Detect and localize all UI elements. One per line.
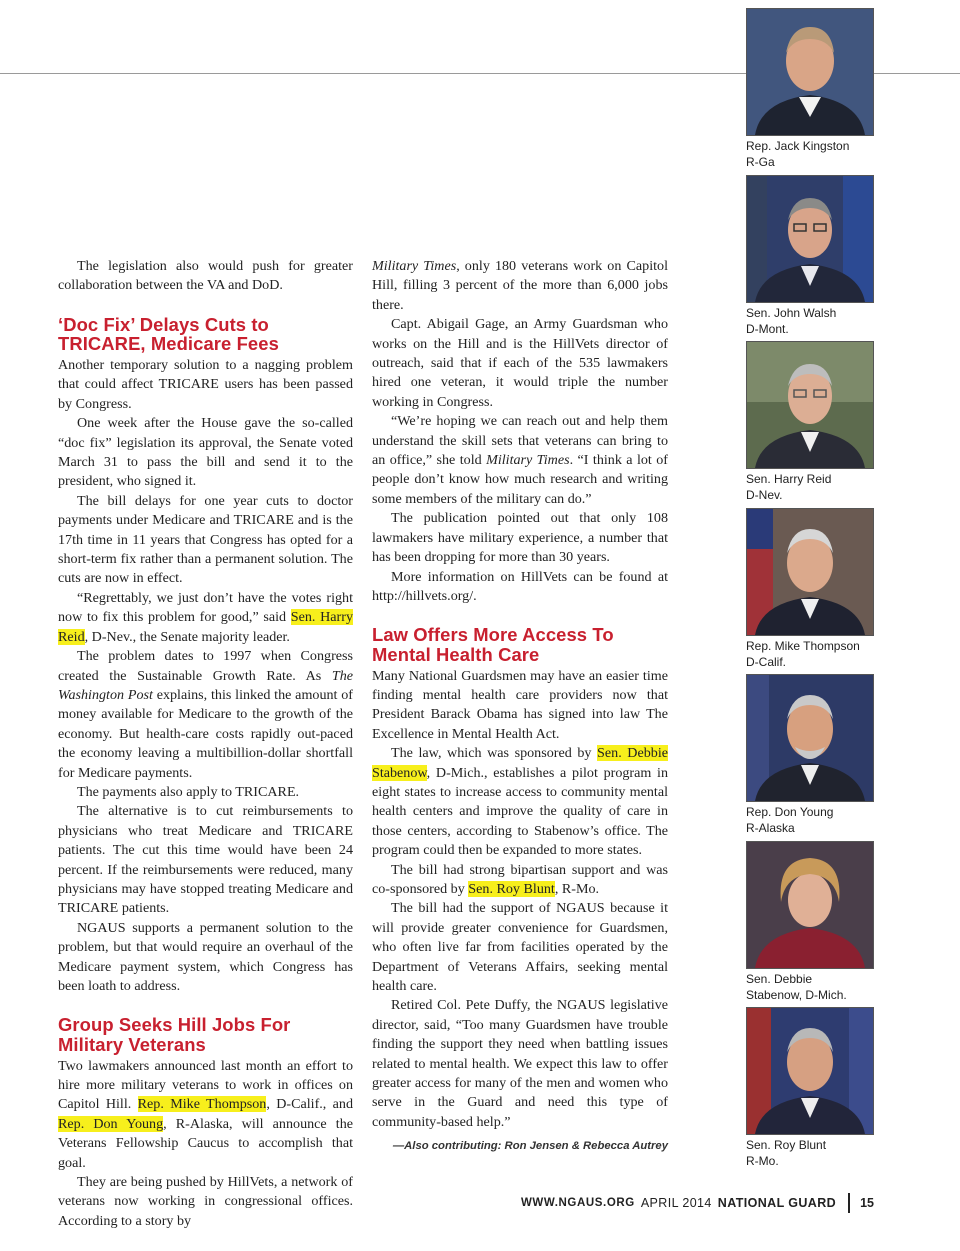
paragraph: The publication pointed out that only 108 lawmakers have military experience, a number that has been dropping for more than 30 years.	[372, 510, 668, 566]
paragraph: More information on HillVets can be found at http://hillvets.org/.	[372, 568, 668, 604]
paragraph: The alternative is to cut reimbursements to physicians who treat Medicare and TRICARE patients. The cut this time would have been 24 percent. If the reimbursements were reduced, many physicians may have stopped treating Medicare and TRICARE patients.	[58, 803, 353, 917]
caption-party: Stabenow, D-Mich.	[746, 987, 847, 1002]
portrait-placeholder	[747, 9, 873, 135]
portrait-placeholder	[747, 509, 873, 635]
caption-name: Sen. Roy Blunt	[746, 1138, 827, 1152]
caption-name: Rep. Don Young	[746, 805, 834, 819]
photo-caption	[746, 1137, 874, 1169]
photo-card	[746, 8, 874, 175]
text-run: . “I think a lot of people don’t know how much research and writing some members of the military can do.”	[372, 452, 669, 507]
highlighted-name: Sen. Harry Reid	[58, 609, 353, 645]
caption-party: R-Mo.	[746, 1154, 779, 1168]
photo-caption	[746, 971, 874, 1003]
text-run: “We’re hoping we can reach out and help them understand the skill sets that veterans can bring to an office,” she told	[372, 413, 668, 469]
photo-card	[746, 674, 874, 841]
portrait-photo	[746, 508, 874, 636]
publication-title: Military Times	[372, 258, 457, 274]
text-run: explains, this linked the amount of money available for Medicare to the growth of the economy. But health-care costs rapidly out-paced the economy leaving a multibillion-dollar shortfall for Medicare payments.	[58, 686, 353, 781]
caption-name: Rep. Jack Kingston	[746, 139, 850, 153]
paragraph: The legislation also would push for greater collaboration between the VA and DoD.	[58, 258, 353, 294]
portrait-placeholder	[747, 176, 873, 302]
paragraph	[372, 412, 668, 509]
paragraph: The payments also apply to TRICARE.	[77, 783, 300, 800]
portrait-photo	[746, 175, 874, 303]
portrait-photo	[746, 8, 874, 136]
caption-name: Sen. John Walsh	[746, 305, 837, 320]
photo-card	[746, 341, 874, 508]
footer-divider	[848, 1193, 850, 1213]
paragraph	[58, 1173, 353, 1231]
portrait-placeholder	[747, 842, 873, 968]
article-column-left	[58, 257, 353, 1231]
photo-card	[746, 841, 874, 1008]
paragraph	[58, 589, 353, 647]
paragraph: One week after the House gave the so-called “doc fix” legislation its approval, the Senate voted March 31 to pass the bill and send it to the president, who signed it.	[58, 415, 353, 490]
highlighted-name: Sen. Roy Blunt	[468, 880, 555, 897]
paragraph	[372, 861, 668, 900]
text-run: , R-Alaska, will announce the Veterans Fellowship Caucus to accomplish that goal.	[58, 1115, 354, 1171]
text-run: The law, which was sponsored by	[391, 745, 598, 762]
portrait-placeholder	[747, 1008, 873, 1134]
highlighted-name: Sen. Debbie Stabenow	[372, 745, 669, 781]
text-run: The problem dates to 1997 when Congress created the Sustainable Growth Rate. As	[58, 648, 353, 684]
paragraph: Capt. Abigail Gage, an Army Guardsman who works on the Hill and is the HillVets director of outreach, said that if each of the 535 lawmakers hired one veteran, it would triple the number working in Congress.	[372, 316, 668, 410]
photo-card	[746, 1007, 874, 1174]
photo-card	[746, 508, 874, 675]
headline-mental-health: Law Offers More Access To Mental Health Care	[372, 624, 614, 665]
caption-name: Sen. Harry Reid	[746, 472, 832, 486]
footer-magazine-name: NATIONAL GUARD	[717, 1196, 837, 1210]
caption-name: Rep. Mike Thompson	[746, 638, 860, 653]
caption-party: D-Calif.	[746, 654, 787, 669]
text-run: They are being pushed by HillVets, a network of veterans now working in congressional offices. According to a story by	[58, 1174, 353, 1229]
text-run: Two lawmakers announced last month an effort to hire more military veterans to work in offices on Capitol Hill.	[58, 1057, 353, 1113]
headline-doc-fix: ‘Doc Fix’ Delays Cuts to TRICARE, Medicare Fees	[58, 313, 279, 355]
paragraph: The bill had the support of NGAUS because it will provide greater convenience for Guardsmen, who often live far from facilities operated by the Department of Veterans Affairs, seeking mental health care.	[372, 900, 668, 994]
paragraph	[58, 647, 353, 783]
paragraph: Retired Col. Pete Duffy, the NGAUS legislative director, said, “Too many Guardsmen have trouble finding the support they need when battling issues related to mental health. We expect this law to offer greater access for many of the men and women who serve in the Guard and need this type of community-based help.”	[372, 997, 668, 1130]
footer-website: WWW.NGAUS.ORG	[520, 1197, 635, 1209]
caption-party: R-Ga	[746, 155, 775, 169]
highlighted-name: Rep. Don Young	[58, 1115, 164, 1132]
paragraph: NGAUS supports a permanent solution to the problem, but that would require an overhaul of the Medicare payment system, which Congress has been loath to address.	[58, 919, 353, 994]
paragraph	[372, 257, 668, 315]
caption-party: D-Mont.	[746, 321, 789, 336]
text-run: , D-Mich., establishes a pilot program in eight states to increase access to community mental health centers and improve the quality of care in those centers, according to Stabenow’s office. The program could then be expanded to more states.	[372, 764, 668, 859]
paragraph: Many National Guardsmen may have an easier time finding mental health care providers now that President Barack Obama has signed into law The Excellence in Mental Health Act.	[372, 667, 668, 742]
portrait-placeholder	[747, 675, 873, 801]
caption-name: Sen. Debbie	[746, 971, 813, 986]
page-footer	[521, 1193, 874, 1213]
portrait-photo	[746, 674, 874, 802]
photo-card	[746, 175, 874, 342]
photo-caption	[746, 471, 874, 503]
publication-title: The Washington Post	[58, 667, 353, 703]
photo-caption	[746, 638, 874, 670]
paragraph	[372, 744, 668, 860]
paragraph: Another temporary solution to a nagging problem that could affect TRICARE users has been passed by Congress.	[58, 357, 353, 412]
paragraph: The bill delays for one year cuts to doctor payments under Medicare and TRICARE and is the 17th time in 11 years that Congress has opted for a short-term fix rather than a permanent solution. The cuts are now in effect.	[58, 492, 353, 587]
portrait-photo	[746, 341, 874, 469]
portrait-placeholder	[747, 342, 873, 468]
photo-rail	[746, 8, 874, 1174]
photo-caption	[746, 305, 874, 337]
text-run: , D-Nev., the Senate majority leader.	[84, 628, 290, 645]
page-number: 15	[860, 1196, 874, 1210]
portrait-photo	[746, 1007, 874, 1135]
headline-hill-jobs: Group Seeks Hill Jobs For Military Veterans	[58, 1014, 291, 1055]
photo-caption	[746, 804, 874, 836]
text-run: , only 180 veterans work on Capitol Hill, filling 3 percent of the more than 6,000 jobs there.	[372, 258, 669, 313]
contributor-credit: —Also contributing: Ron Jensen & Rebecca Autrey	[392, 1140, 668, 1153]
paragraph	[58, 1057, 353, 1173]
text-run: , D-Calif., and	[266, 1096, 353, 1113]
publication-title: Military Times	[486, 452, 570, 469]
portrait-photo	[746, 841, 874, 969]
text-run: The bill had strong bipartisan support and was co-sponsored by	[372, 861, 668, 897]
text-run: , R-Mo.	[554, 880, 600, 897]
caption-party: R-Alaska	[746, 821, 795, 835]
highlighted-name: Rep. Mike Thompson	[137, 1096, 267, 1113]
article-column-right	[372, 257, 668, 1157]
text-run: “Regrettably, we just don’t have the votes right now to fix this problem for good,” said	[58, 589, 353, 626]
photo-caption	[746, 138, 874, 170]
caption-party: D-Nev.	[746, 488, 783, 502]
footer-issue-date: APRIL 2014	[640, 1196, 712, 1210]
